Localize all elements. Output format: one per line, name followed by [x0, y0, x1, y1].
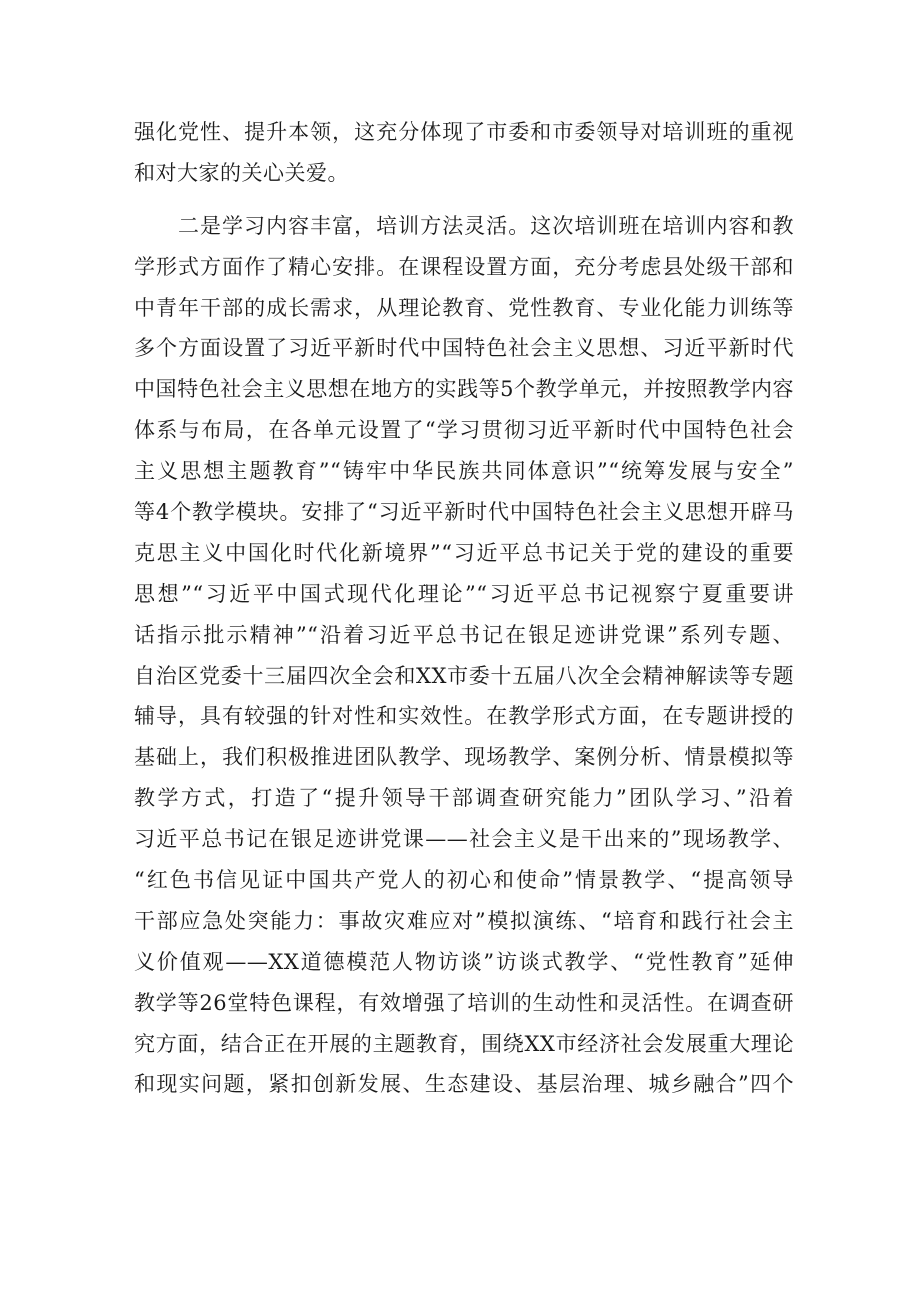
paragraph-gap: [134, 194, 794, 206]
text-line: 中国特色社会主义思想在地方的实践等5个教学单元，并按照教学内容: [134, 377, 794, 402]
text-line: 教学等26堂特色课程，有效增强了培训的生动性和灵活性。在调查研: [134, 990, 794, 1015]
text-line: 教学方式，打造了“提升领导干部调查研究能力”团队学习、”沿着: [134, 786, 794, 811]
text-line: 等4个教学模块。安排了“习近平新时代中国特色社会主义思想开辟马: [134, 500, 794, 525]
text-line: 二是学习内容丰富，培训方法灵活。这次培训班在培训内容和教: [178, 213, 794, 238]
text-line: 强化党性、提升本领，这充分体现了市委和市委领导对培训班的重视: [134, 120, 794, 144]
text-line: 体系与布局，在各单元设置了“学习贯彻习近平新时代中国特色社会: [134, 418, 794, 443]
text-line: 基础上，我们积极推进团队教学、现场教学、案例分析、情景模拟等: [134, 745, 794, 770]
text-line: 话指示批示精神”“沿着习近平总书记在银足迹讲党课”系列专题、: [134, 622, 794, 647]
text-line: 和现实问题，紧扣创新发展、生态建设、基层治理、城乡融合”四个: [134, 1072, 794, 1097]
document-body: [134, 112, 794, 1105]
text-line: 克思主义中国化时代化新境界”“习近平总书记关于党的建设的重要: [134, 540, 794, 565]
text-line: 干部应急处突能力：事故灾难应对”模拟演练、“培育和践行社会主: [134, 908, 794, 933]
text-line: 自治区党委十三届四次全会和XX市委十五届八次全会精神解读等专题: [134, 663, 794, 688]
text-line: 主义思想主题教育”“铸牢中华民族共同体意识”“统筹发展与安全”: [134, 459, 794, 484]
text-line: 学形式方面作了精心安排。在课程设置方面，充分考虑县处级干部和: [134, 254, 794, 279]
text-line: 义价值观——XX道德模范人物访谈”访谈式教学、“党性教育”延伸: [134, 949, 794, 974]
paragraph-2: [134, 206, 794, 1106]
text-line: 和对大家的关心关爱。: [134, 160, 349, 185]
text-line: 中青年干部的成长需求，从理论教育、党性教育、专业化能力训练等: [134, 295, 794, 320]
text-line: 辅导，具有较强的针对性和实效性。在教学形式方面，在专题讲授的: [134, 704, 794, 729]
text-line: 思想”“习近平中国式现代化理论”“习近平总书记视察宁夏重要讲: [134, 581, 794, 606]
text-line: 究方面，结合正在开展的主题教育，围绕XX市经济社会发展重大理论: [134, 1031, 794, 1056]
paragraph-1: [134, 112, 794, 194]
text-line: 多个方面设置了习近平新时代中国特色社会主义思想、习近平新时代: [134, 336, 794, 361]
text-line: “红色书信见证中国共产党人的初心和使命”情景教学、“提高领导: [134, 868, 794, 893]
text-line: 习近平总书记在银足迹讲党课——社会主义是干出来的”现场教学、: [134, 827, 794, 852]
